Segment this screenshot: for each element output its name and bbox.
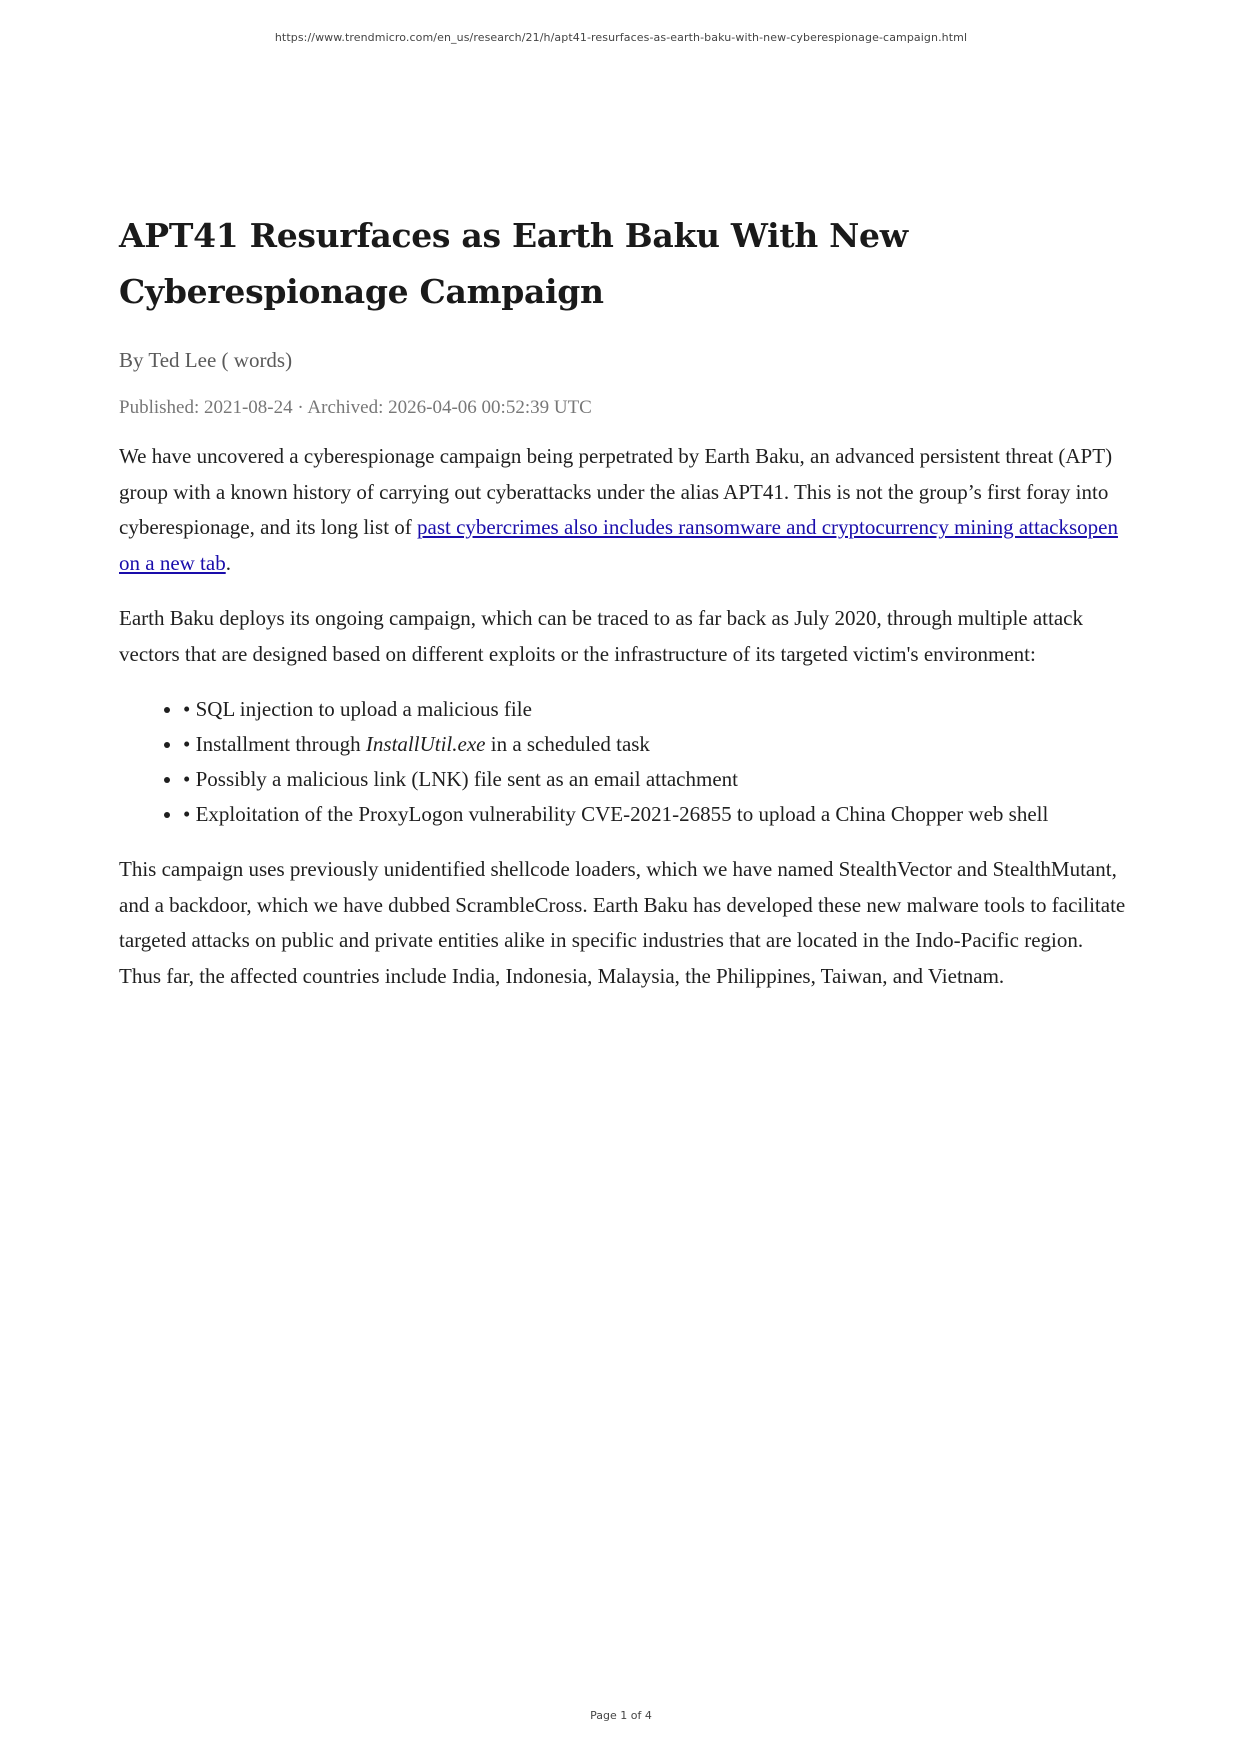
article-title: APT41 Resurfaces as Earth Baku With New Cyberespionage Campaign [119,216,908,311]
article-paragraph-3: This campaign uses previously unidentified shellcode loaders, which we have named StealthVector and StealthMutant, and a backdoor, which we have dubbed ScrambleCross. Earth Baku has developed these new malware tools to facilitate targeted attacks on public and private entities alike in specific industries that are located in the Indo-Pacific region. Thus far, the affected countries include India, Indonesia, Malaysia, the Philippines, Taiwan, and Vietnam. [119,857,1126,988]
article-dates: Published: 2021-08-24 · Archived: 2026-04-06 00:52:39 UTC [119,397,592,418]
installutil-filename: InstallUtil.exe [365,732,486,756]
list-item: • • SQL injection to upload a malicious file [183,692,1129,727]
paragraph-text: We have uncovered a cyberespionage campaign being perpetrated by Earth Baku, an advanced persistent threat (APT) group with a known history of carrying out cyberattacks under the alias APT41. This is not the group’s first foray into cyberespionage, and its long list of [119,444,1113,539]
list-item-text: in a scheduled task [485,732,650,756]
article [119,208,1129,994]
page-number: Page 1 of 4 [590,1709,652,1722]
list-item: • • Exploitation of the ProxyLogon vulnerability CVE-2021-26855 to upload a China Chopper web shell [183,797,1129,832]
page-url-header: https://www.trendmicro.com/en_us/research/21/h/apt41-resurfaces-as-earth-baku-with-new-cyberespionage-campaign.html [274,31,968,44]
article-paragraph-1 [119,439,1129,581]
list-item-text: • Installment through [183,732,366,756]
article-byline: By Ted Lee ( words) [119,348,293,372]
article-paragraph-2: Earth Baku deploys its ongoing campaign, which can be traced to as far back as July 2020, through multiple attack vectors that are designed based on different exploits or the infrastructure of its targeted victim's environment: [119,606,1083,666]
paragraph-text: . [225,550,231,575]
past-cybercrimes-link[interactable]: past cybercrimes also includes ransomware and cryptocurrency mining attacksopen on a new tab [119,515,1118,575]
attack-vectors-list [119,692,1129,832]
list-item: • • Possibly a malicious link (LNK) file sent as an email attachment [183,762,1129,797]
list-item [183,727,1129,762]
